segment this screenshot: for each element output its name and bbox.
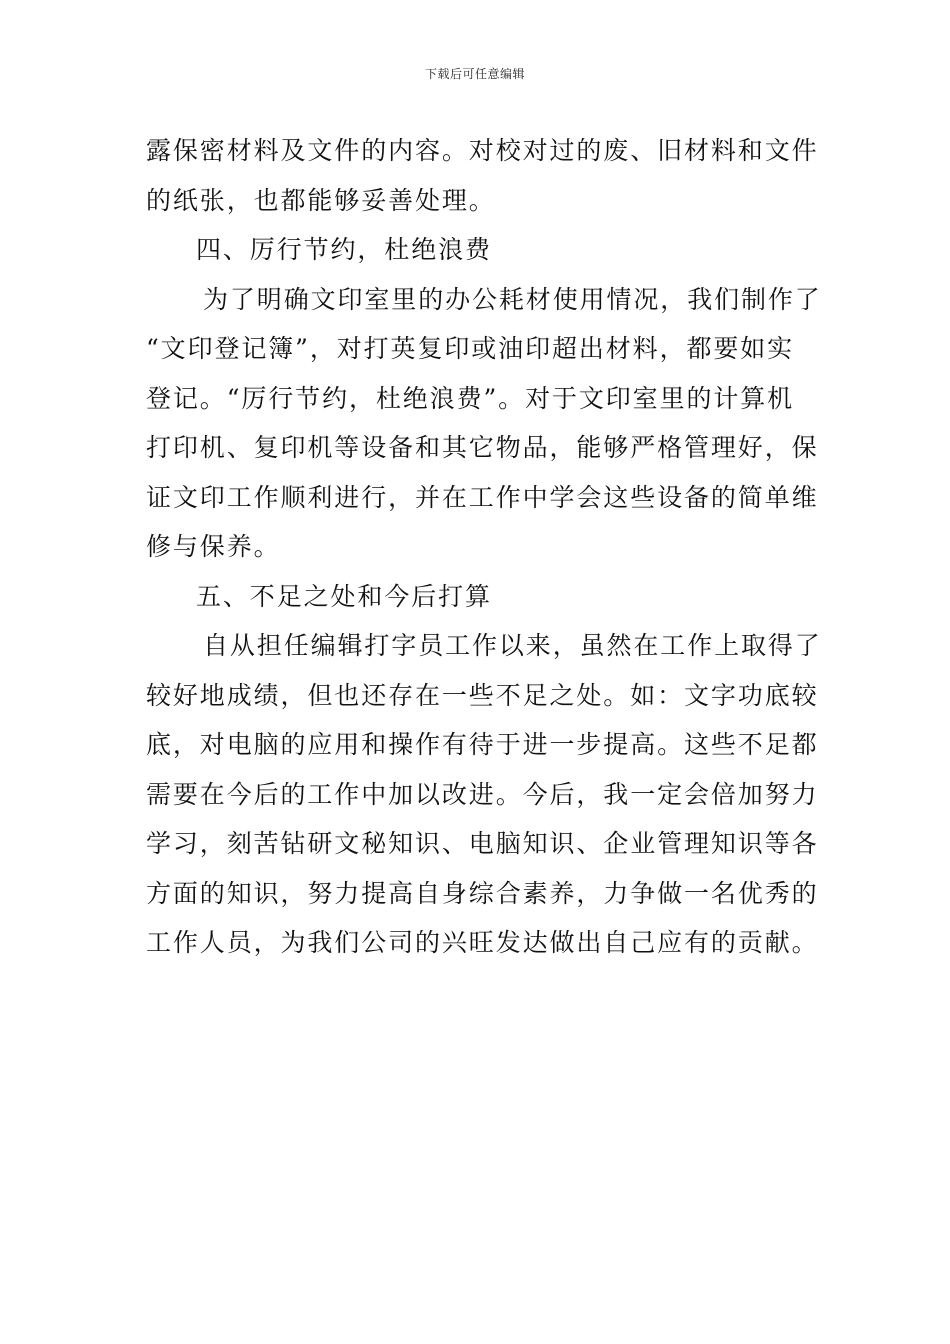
body-line: 学习，刻苦钻研文秘知识、电脑知识、企业管理知识等各 [146,829,819,858]
body-line: 底，对电脑的应用和操作有待于进一步提高。这些不足都 [146,730,819,759]
body-line: 打印机、复印机等设备和其它物品，能够严格管理好，保 [146,433,819,462]
body-line: 工作人员，为我们公司的兴旺发达做出自己应有的贡献。 [146,928,819,957]
body-line: 登记。“厉行节约，杜绝浪费”。对于文印室里的计算机 [146,383,795,413]
body-line: 的纸张，也都能够妥善处理。 [146,185,496,215]
body-line: 证文印工作顺利进行，并在工作中学会这些设备的简单维 [146,482,819,512]
body-line: 较好地成绩，但也还存在一些不足之处。如：文字功底较 [146,680,819,710]
body-line: 方面的知识，努力提高自身综合素养，力争做一名优秀的 [146,878,819,908]
body-line: 需要在今后的工作中加以改进。今后，我一定会倍加努力 [146,779,819,809]
body-line: “文印登记簿”，对打英复印或油印超出材料，都要如实 [146,334,795,363]
paragraph-start-line: 为了明确文印室里的办公耗材使用情况，我们制作了 [203,284,822,314]
body-line: 露保密材料及文件的内容。对校对过的废、旧材料和文件 [146,136,819,165]
document-body [146,126,822,968]
section-heading: 四、厉行节约，杜绝浪费 [196,235,492,264]
paragraph-start-line: 自从担任编辑打字员工作以来，虽然在工作上取得了 [203,631,822,660]
header-note: 下载后可任意编辑 [424,67,525,81]
body-line: 修与保养。 [146,532,281,561]
section-heading: 五、不足之处和今后打算 [196,581,492,611]
